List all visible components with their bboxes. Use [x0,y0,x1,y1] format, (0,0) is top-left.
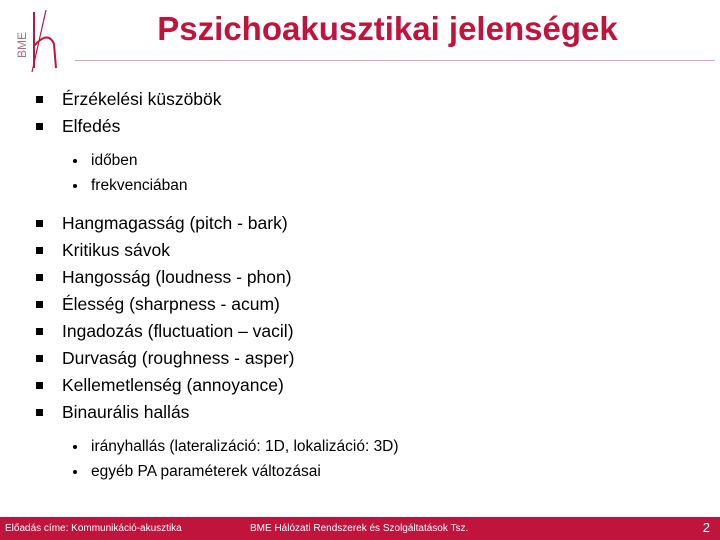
square-bullet-icon [36,247,43,254]
square-bullet-icon [36,274,43,281]
list-item [36,318,716,345]
list-item [36,237,716,264]
page-title: Pszichoakusztikai jelenségek [157,10,618,47]
list-item [36,113,716,140]
list-item [36,372,716,399]
square-bullet-icon [36,301,43,308]
list-item-label: Élesség (sharpness - acum) [62,294,280,314]
square-bullet-icon [36,355,43,362]
bullet-list [36,86,716,484]
sub-list-item [36,459,716,484]
square-bullet-icon [36,409,43,416]
sub-list-item-label: frekvenciában [91,177,188,194]
title-divider [75,60,715,61]
list-item [36,210,716,237]
list-item-label: Ingadozás (fluctuation – vacil) [62,321,294,341]
list-item-label: Érzékelési küszöbök [62,89,222,109]
list-item-label: Binaurális hallás [62,402,190,422]
square-bullet-icon [36,328,43,335]
list-item-label: Hangmagasság (pitch - bark) [62,213,288,233]
dot-bullet-icon [73,470,77,474]
list-item [36,345,716,372]
list-item-label: Elfedés [62,116,121,136]
list-item-label: Durvaság (roughness - asper) [62,348,295,368]
sub-list-item-label: irányhallás (lateralizáció: 1D, lokalizáció: 3D) [91,438,399,455]
list-item-label: Kritikus sávok [62,240,170,260]
list-item-label: Hangosság (loudness - phon) [62,267,292,287]
dot-bullet-icon [73,184,77,188]
list-item [36,86,716,113]
list-item [36,291,716,318]
sub-list-item-label: időben [91,152,138,169]
sub-list-item [36,148,716,173]
dot-bullet-icon [73,159,77,163]
square-bullet-icon [36,382,43,389]
page-number: 2 [702,520,710,535]
footer-course-title: Előadás címe: Kommunikáció-akusztika [5,523,182,534]
sub-list-item [36,173,716,198]
footer-department: BME Hálózati Rendszerek és Szolgáltatások Tsz. [250,523,469,534]
square-bullet-icon [36,96,43,103]
list-item [36,399,716,426]
logo-text: BME [15,31,29,58]
sub-list-item-label: egyéb PA paraméterek változásai [91,463,321,480]
list-item [36,264,716,291]
list-item-label: Kellemetlenség (annoyance) [62,375,284,395]
dot-bullet-icon [73,445,77,449]
square-bullet-icon [36,123,43,130]
square-bullet-icon [36,220,43,227]
sub-list-item [36,434,716,459]
footer-bar [0,517,720,540]
